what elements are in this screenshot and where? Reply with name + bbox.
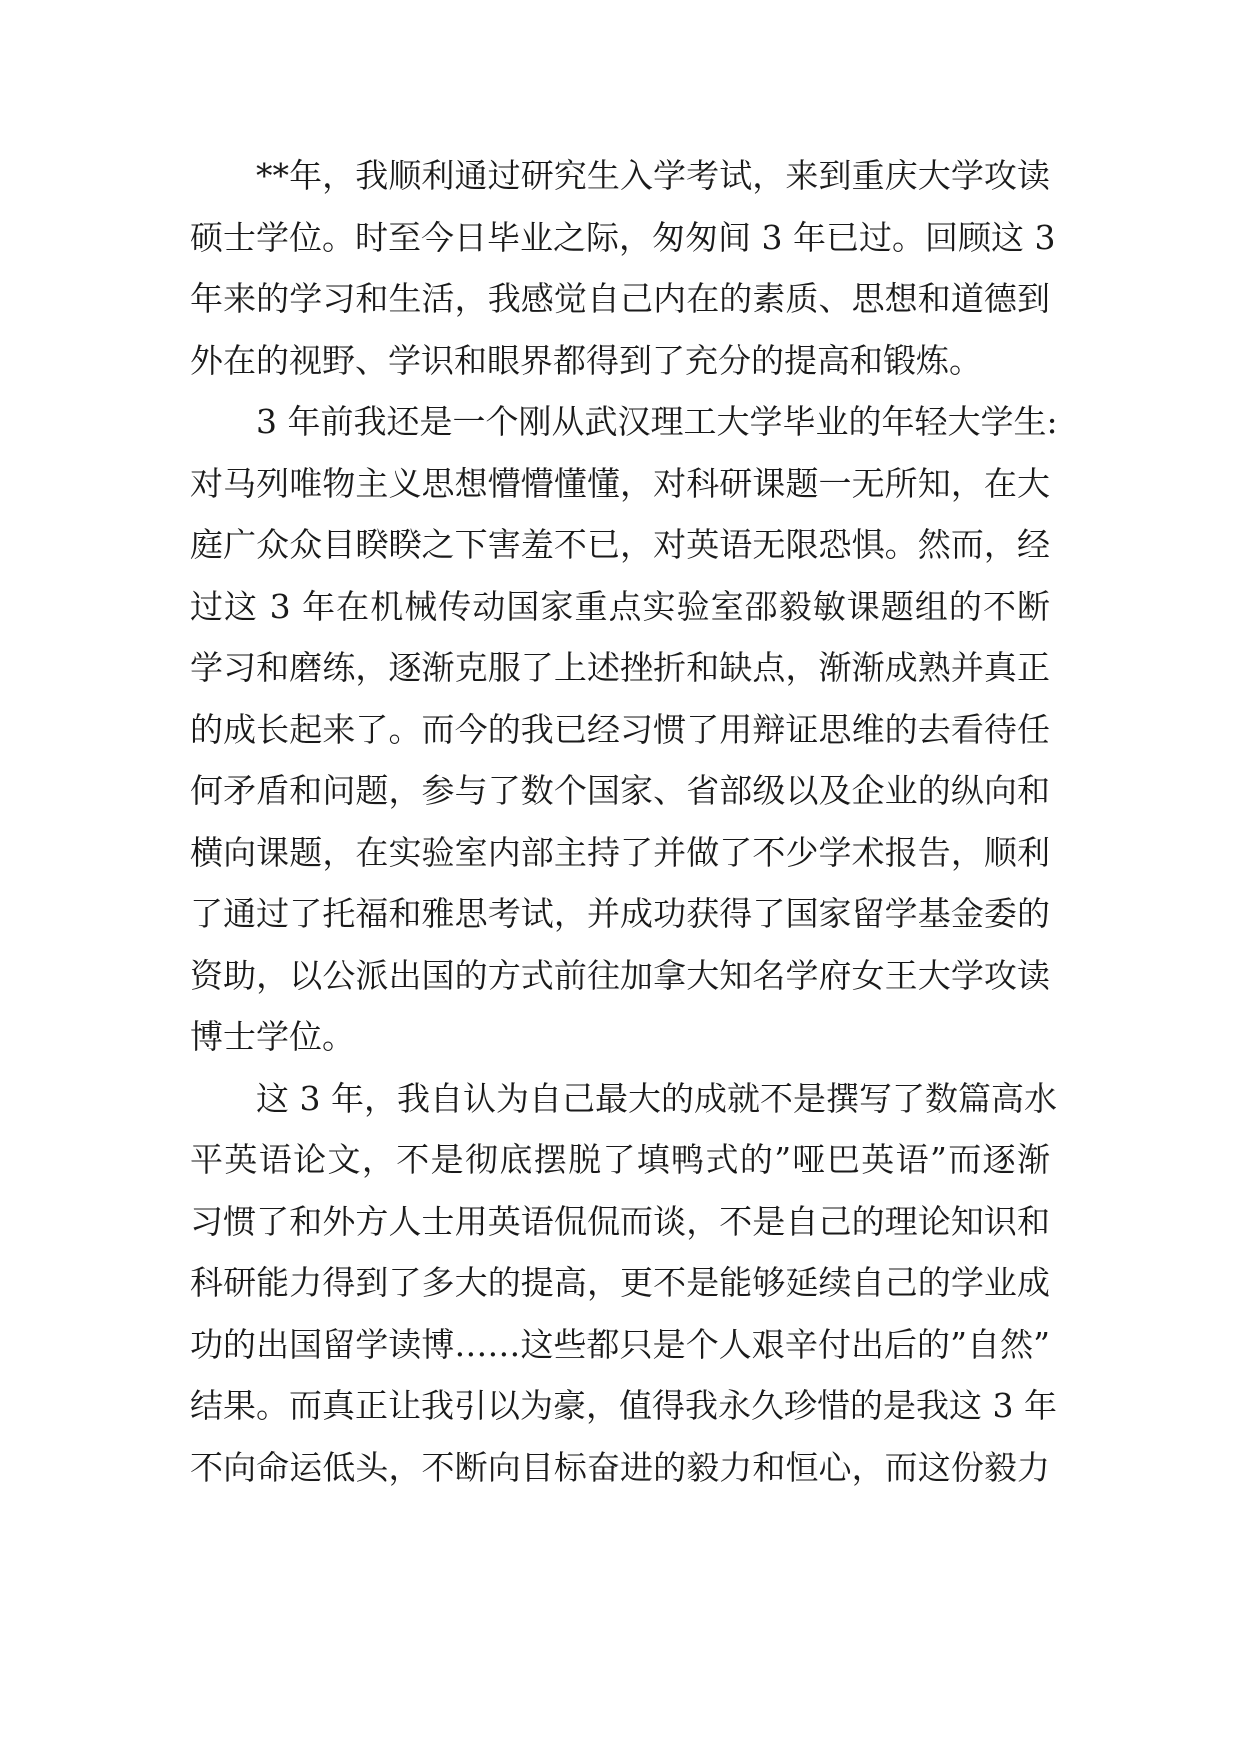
paragraph-2 — [190, 391, 1058, 1068]
text-line: **年，我顺利通过研究生入学考试，来到重庆大学攻读 — [256, 156, 1050, 195]
text-line: 外在的视野、学识和眼界都得到了充分的提高和锻炼。 — [190, 340, 982, 380]
text-line: 对马列唯物主义思想懵懵懂懂，对科研课题一无所知，在大 — [190, 463, 1050, 503]
text-line: 平英语论文，不是彻底摆脱了填鸭式的”哑巴英语”而逐渐 — [190, 1140, 1050, 1179]
text-line: 不向命运低头，不断向目标奋进的毅力和恒心，而这份毅力 — [190, 1447, 1050, 1487]
text-line: 横向课题，在实验室内部主持了并做了不少学术报告，顺利 — [190, 832, 1050, 872]
text-line: 年来的学习和生活，我感觉自己内在的素质、思想和道德到 — [190, 279, 1050, 318]
text-line: 资助，以公派出国的方式前往加拿大知名学府女王大学攻读 — [190, 955, 1050, 995]
text-line: 的成长起来了。而今的我已经习惯了用辩证思维的去看待任 — [190, 709, 1050, 749]
text-line: 何矛盾和问题，参与了数个国家、省部级以及企业的纵向和 — [190, 771, 1050, 810]
text-line: 博士学位。 — [190, 1017, 355, 1056]
text-line: 这 3 年，我自认为自己最大的成就不是撰写了数篇高水 — [256, 1078, 1057, 1118]
document-page — [190, 145, 1058, 1498]
text-line: 学习和磨练，逐渐克服了上述挫折和缺点，渐渐成熟并真正 — [190, 648, 1050, 687]
text-line: 习惯了和外方人士用英语侃侃而谈，不是自己的理论知识和 — [190, 1201, 1050, 1241]
text-line: 科研能力得到了多大的提高，更不是能够延续自己的学业成 — [190, 1263, 1050, 1302]
text-line: 硕士学位。时至今日毕业之际，匆匆间 3 年已过。回顾这 3 — [190, 217, 1056, 257]
paragraph-1 — [190, 145, 1056, 391]
text-line: 过这 3 年在机械传动国家重点实验室邵毅敏课题组的不断 — [190, 586, 1050, 626]
paragraph-3 — [190, 1068, 1057, 1499]
text-line: 功的出国留学读博……这些都只是个人艰辛付出后的”自然” — [190, 1324, 1050, 1364]
text-line: 庭广众众目睽睽之下害羞不已，对英语无限恐惧。然而，经 — [190, 525, 1050, 564]
text-line: 了通过了托福和雅思考试，并成功获得了国家留学基金委的 — [190, 894, 1050, 933]
text-line: 3 年前我还是一个刚从武汉理工大学毕业的年轻大学生: — [256, 402, 1058, 441]
text-line: 结果。而真正让我引以为豪，值得我永久珍惜的是我这 3 年 — [190, 1386, 1057, 1425]
